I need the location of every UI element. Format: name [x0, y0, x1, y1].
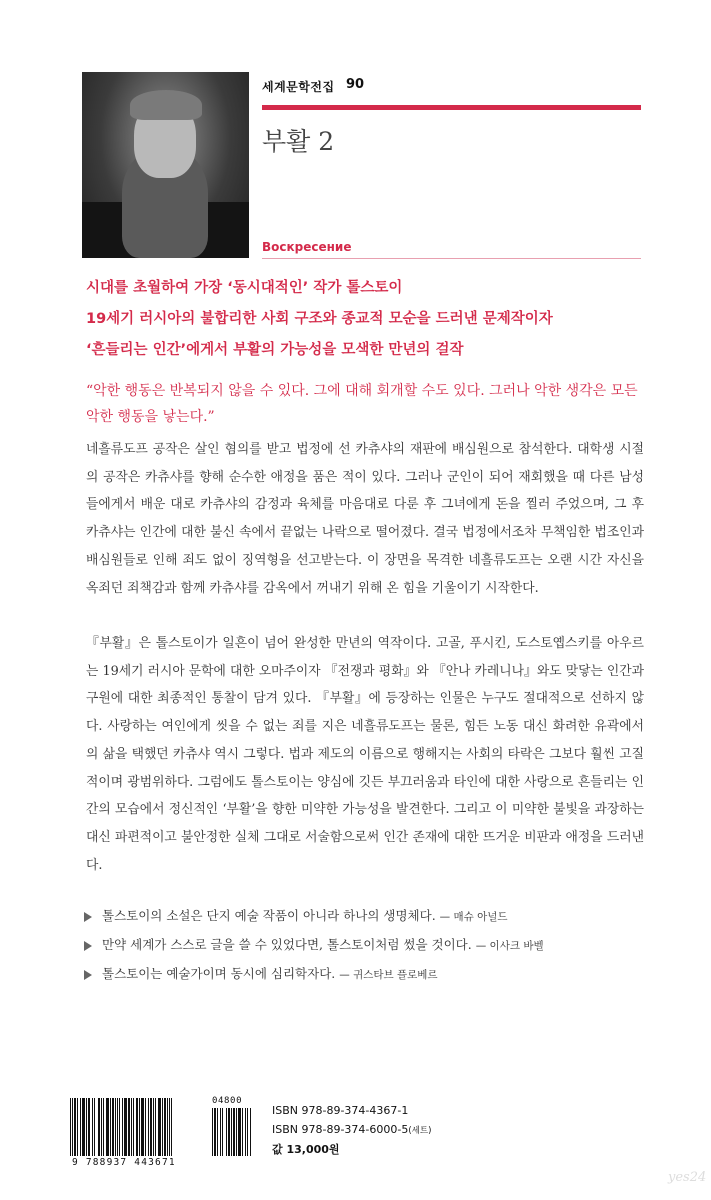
original-title-divider [262, 258, 641, 259]
watermark-logo: yes24 [668, 1170, 707, 1185]
headline-1: 시대를 초월하여 가장 ‘동시대적인’ 작가 톨스토이 [86, 280, 403, 296]
price: 값 13,000원 [272, 1143, 340, 1156]
isbn-set-line: ISBN 978-89-374-6000-5(세트) [272, 1123, 432, 1136]
author-portrait [82, 72, 249, 258]
triangle-bullet-icon [84, 941, 92, 951]
commentary-paragraph: 『부활』은 톨스토이가 일흔이 넘어 완성한 만년의 역작이다. 고골, 푸시킨, 도스토옙스키를 아우르는 19세기 러시아 문학에 대한 오마주이자 『전쟁과 평화』와 『안나 카레니나』와도 맞닿는 인간과 구원에 대한 최종적인 통찰이 담겨 있다. 『부활』에 등장하는 인물은 누구도 절대적으로 선하지 않다. 사랑하는 여인에게 씻을 수 없는 죄를 지은 네흘류도프는 물론, 힘든 노동 대신 화려한 유곽에서의 삶을 택했던 카츄샤 역시 그렇다. 법과 제도의 이름으로 행해지는 사회의 타락은 그보다 훨씬 고질적이며 광범위하다. 그럼에도 톨스토이는 양심에 깃든 부끄러움과 타인에 대한 사랑으로 흔들리는 인간의 모습에서 정신적인 ‘부활’을 향한 미약한 가능성을 발견한다. 그리고 이 미약한 불빛을 과장하는 대신 파편적이고 불안정한 실체 그대로 서술함으로써 인간 존재에 대한 뜨거운 비판과 애정을 드러낸다. [86, 636, 644, 873]
pull-quote: “악한 행동은 반복되지 않을 수 있다. 그에 대해 회개할 수도 있다. 그러나 악한 생각은 모든 악한 행동을 낳는다.” [86, 383, 638, 425]
portrait-hair [130, 90, 202, 120]
praise-author: — 이사크 바벨 [475, 940, 544, 952]
headline-3: ‘흔들리는 인간’에게서 부활의 가능성을 모색한 만년의 걸작 [86, 342, 464, 358]
addon-digits: 04800 [212, 1096, 243, 1106]
isbn-line: ISBN 978-89-374-4367-1 [272, 1104, 409, 1117]
title-divider [262, 105, 641, 110]
barcode-digits: 9 788937 443671 [72, 1157, 176, 1168]
triangle-bullet-icon [84, 970, 92, 980]
praise-item: 톨스토이는 예술가이며 동시에 심리학자다. — 귀스타브 플로베르 [84, 964, 438, 982]
series-label: 세계문학전집 [262, 80, 335, 94]
addon-barcode [212, 1108, 260, 1156]
barcode-bar [250, 1108, 251, 1156]
praise-item: 만약 세계가 스스로 글을 쓸 수 있었다면, 톨스토이처럼 썼을 것이다. — 이사크 바벨 [84, 935, 544, 953]
praise-author: — 매슈 아널드 [439, 911, 508, 923]
praise-author: — 귀스타브 플로베르 [339, 969, 438, 981]
synopsis-paragraph: 네흘류도프 공작은 살인 혐의를 받고 법정에 선 카츄샤의 재판에 배심원으로 참석한다. 대학생 시절의 공작은 카츄샤를 향해 순수한 애정을 품은 적이 있다. 그러나 군인이 되어 재회했을 때 다른 남성들에게서 배운 대로 카츄샤의 감정과 육체를 마음대로 다룬 후 그녀에게 돈을 찔러 주었으며, 그 후 카츄샤는 인간에 대한 불신 속에서 끝없는 나락으로 떨어졌다. 결국 법정에서조차 무책임한 법조인과 배심원들로 인해 죄도 없이 징역형을 선고받는다. 이 장면을 목격한 네흘류도프는 오랜 시간 자신을 옥죄던 죄책감과 함께 카츄샤를 감옥에서 꺼내기 위해 온 힘을 기울이기 시작한다. [86, 442, 644, 596]
headline-2: 19세기 러시아의 불합리한 사회 구조와 종교적 모순을 드러낸 문제작이자 [86, 311, 553, 327]
triangle-bullet-icon [84, 912, 92, 922]
isbn-set-note: (세트) [408, 1126, 432, 1136]
book-title: 부활 2 [262, 127, 335, 156]
praise-item: 톨스토이의 소설은 단지 예술 작품이 아니라 하나의 생명체다. — 매슈 아널드 [84, 906, 508, 924]
isbn-barcode [70, 1098, 212, 1156]
barcode-bar [172, 1098, 173, 1156]
original-title: Воскресение [262, 240, 352, 254]
series-number: 90 [346, 77, 365, 92]
